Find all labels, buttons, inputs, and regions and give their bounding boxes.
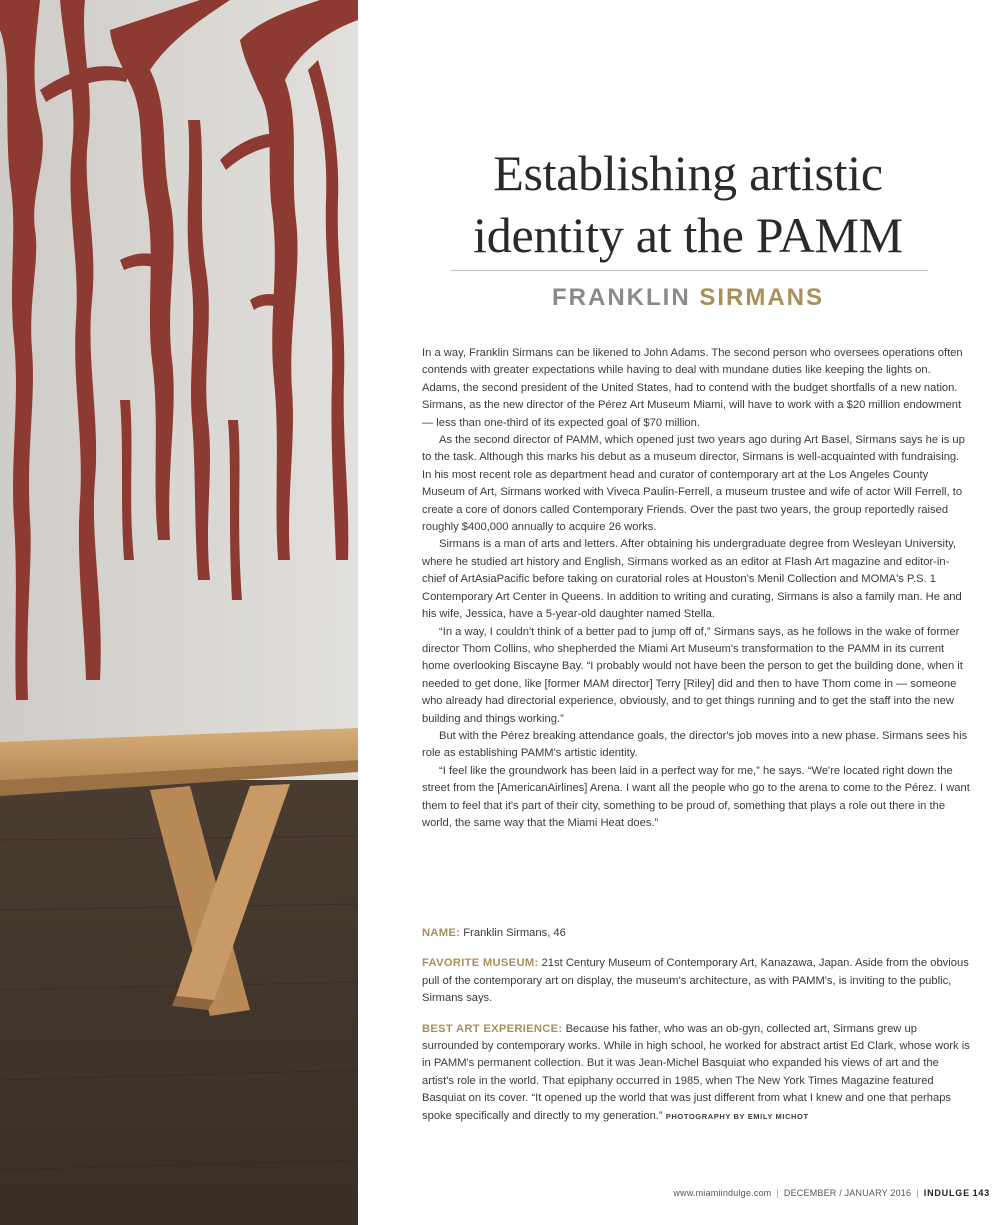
fact-favorite-museum	[422, 955, 970, 1007]
footer-page-number: 143	[972, 1188, 990, 1198]
article	[358, 0, 1002, 1225]
headline-line-2: identity at the PAMM	[473, 207, 903, 263]
page-footer: www.miamiindulge.com | DECEMBER / JANUARY 2016 | INDULGE 143	[673, 1188, 990, 1198]
article-photo	[0, 0, 358, 1225]
paragraph: Sirmans is a man of arts and letters. After obtaining his undergraduate degree from Wesleyan University, where he studied art history and English, Sirmans worked as an editor at Flash Art magazine and editor-in-chief of ArtAsiaPacific before taking on curatorial roles at Houston's Menil Collection and MOMA's P.S. 1 Contemporary Art Center in Queens. In addition to writing and curating, Sirmans is also a family man. He and his wife, Jessica, have a 5-year-old daughter named Stella.	[422, 538, 962, 621]
headline-divider	[450, 270, 928, 271]
headline-line-1: Establishing artistic	[493, 145, 883, 201]
byline-last-name: SIRMANS	[699, 284, 824, 311]
paragraph: But with the Pérez breaking attendance goals, the director's job moves into a new phase. Sirmans sees his role as establishing PAMM's artistic identity.	[422, 729, 968, 760]
byline-first-name: FRANKLIN	[552, 284, 691, 311]
fact-box	[422, 925, 970, 1138]
fact-text: 21st Century Museum of Contemporary Art, Kanazawa, Japan. Aside from the obvious pull of the contemporary art on display, the museum's architecture, as with PAMM's, is inviting to the public, Sirmans says.	[422, 957, 969, 1005]
gallery-wall	[0, 0, 358, 780]
fact-label: NAME:	[422, 927, 461, 939]
article-body	[422, 345, 970, 832]
fact-text: Franklin Sirmans, 46	[463, 927, 566, 939]
byline	[408, 284, 968, 312]
footer-website[interactable]: www.miamiindulge.com	[673, 1188, 772, 1198]
paragraph: In a way, Franklin Sirmans can be likened to John Adams. The second person who oversees operations often contends with greater expectations while having to deal with mundane duties like keeping the lights on. Adams, the second president of the United States, had to contend with the budget shortfalls of a new nation. Sirmans, as the new director of the Pérez Art Museum Miami, will have to work with a $20 million endowment — less than one-third of its expected goal of $70 million.	[422, 347, 963, 429]
fact-name	[422, 925, 970, 942]
fact-label: BEST ART EXPERIENCE:	[422, 1022, 563, 1035]
fact-label: FAVORITE MUSEUM:	[422, 957, 539, 970]
fact-best-art-experience	[422, 1021, 970, 1125]
headline	[408, 142, 968, 266]
paragraph: “I feel like the groundwork has been laid in a perfect way for me,” he says. “We're located right down the street from the [AmericanAirlines] Arena. I want all the people who go to the arena to come to the Pérez. I want them to feel that it's part of their city, something to be proud of, something that plays a role out there in the world, the same way that the Miami Heat does.”	[422, 764, 970, 829]
photo-credit: PHOTOGRAPHY BY EMILY MICHOT	[665, 1111, 809, 1121]
paragraph: As the second director of PAMM, which opened just two years ago during Art Basel, Sirmans says he is up to the task. Although this marks his debut as a museum director, Sirmans is well-acquainted with fundraising. In his most recent role as department head and curator of contemporary art at the Los Angeles County Museum of Art, Sirmans worked with Viveca Paulin-Ferrell, a museum trustee and wife of actor Will Ferrell, to create a core of donors called Contemporary Friends. Over the past two years, the group reportedly raised roughly $400,000 annually to acquire 26 works.	[422, 434, 965, 534]
paragraph: “In a way, I couldn't think of a better pad to jump off of,” Sirmans says, as he follows in the wake of former director Thom Collins, who shepherded the Miami Art Museum's transformation to the PAMM in its current home overlooking Biscayne Bay. “I probably would not have been the person to get the building done, when it needed to get done, like [former MAM director] Terry [Riley] did and then to have Thom come in — someone who already had directorial experience, obviously, and to get things running and to get the staff into the new building and things working.”	[422, 625, 963, 725]
footer-issue: DECEMBER / JANUARY 2016	[783, 1188, 912, 1198]
footer-magazine: INDULGE	[923, 1188, 970, 1198]
fact-text: Because his father, who was an ob-gyn, collected art, Sirmans grew up surrounded by contemporary works. While in high school, he worked for abstract artist Ed Clark, whose work is in PAMM's permanent collection. But it was Jean-Michel Basquiat who expanded his views of art and the artist's role in the world. That epiphany occurred in 1985, when The New York Times Magazine featured Basquiat on its cover. “It opened up the world that was just different from what I knew and one that perhaps spoke specifically and directly to my generation.”	[422, 1022, 970, 1122]
photo-illustration	[0, 0, 358, 1225]
